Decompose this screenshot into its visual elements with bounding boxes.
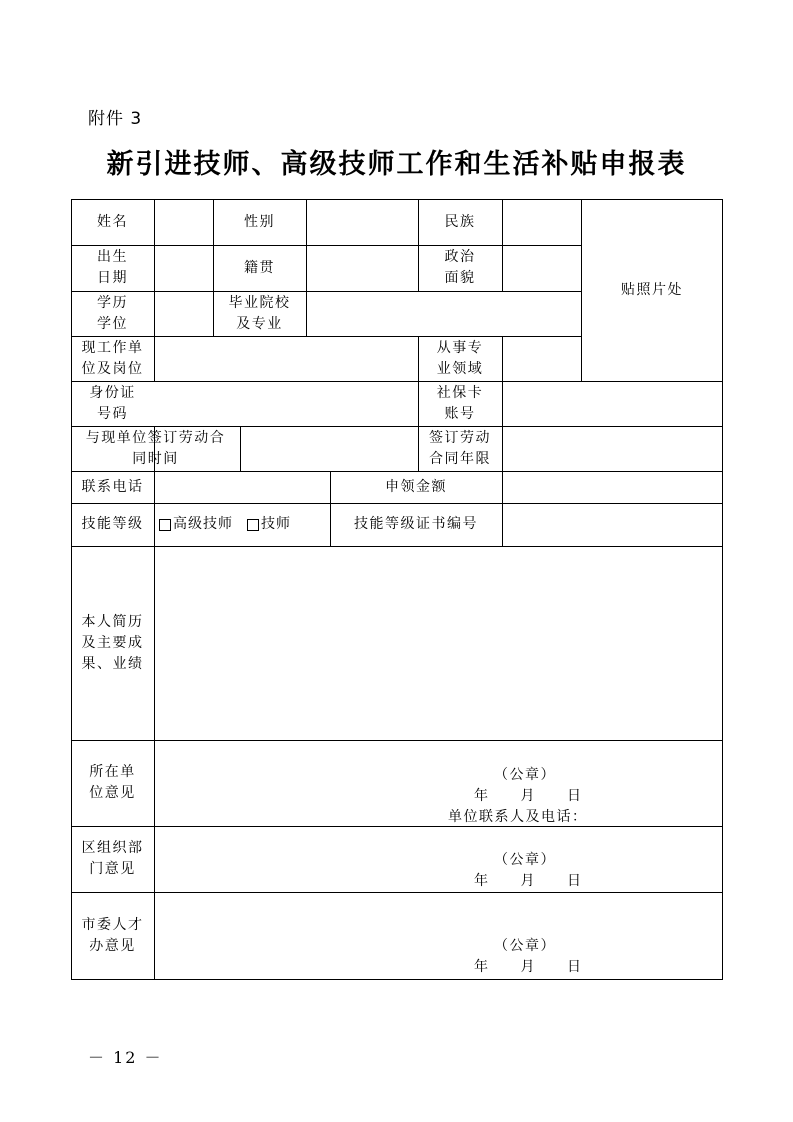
certificate-number-field[interactable] [502,503,723,546]
label-contract-term: 签订劳动 合同年限 [429,429,491,467]
unit-opinion-field[interactable] [154,740,723,826]
senior-technician-checkbox[interactable] [159,519,171,531]
label-ethnicity: 民族 [444,213,476,230]
photo-area[interactable]: 贴照片处 [621,281,683,298]
skill-level-options [154,503,330,546]
table-border-bottom [71,979,723,980]
ethnicity-field[interactable] [502,199,581,245]
district-opinion-field[interactable] [154,826,723,892]
unit-seal-text: （公章） [494,767,556,783]
form-title: 新引进技师、高级技师工作和生活补贴申报表 [106,149,687,180]
city-date-text: 年 月 日 [474,959,583,975]
label-political-status: 政治 面貌 [444,249,476,286]
name-field[interactable] [154,199,213,245]
label-social-security: 社保卡 账号 [436,384,484,422]
application-form-table [71,199,723,980]
district-date-text: 年 月 日 [474,873,583,889]
label-district-opinion: 区组织部 门意见 [81,840,144,877]
label-resume: 本人简历 及主要成 果、业绩 [81,613,144,672]
amount-field[interactable] [502,471,723,503]
professional-field-input[interactable] [502,336,581,381]
political-status-field[interactable] [502,245,581,291]
page-number: － 12 － [88,1048,163,1067]
birth-date-field[interactable] [154,245,213,291]
label-birth-date: 出生 日期 [97,249,128,286]
label-certificate-number: 技能等级证书编号 [354,516,478,532]
technician-checkbox[interactable] [247,519,259,531]
education-field[interactable] [154,291,213,336]
label-current-employer: 现工作单 位及岗位 [81,339,144,377]
unit-date-text: 年 月 日 [474,788,583,804]
contract-time-field[interactable] [240,426,418,471]
senior-technician-label: 高级技师 [173,516,233,532]
label-education: 学历 学位 [97,294,128,332]
label-gender: 性别 [244,213,275,230]
id-number-field[interactable] [154,381,418,426]
label-city-opinion: 市委人才 办意见 [81,916,144,954]
label-contract-time: 与现单位签订劳动合 同时间 [85,429,226,467]
current-employer-field[interactable] [154,336,418,381]
gender-field[interactable] [306,199,418,245]
contract-term-field[interactable] [502,426,723,471]
label-amount: 申领金额 [385,478,447,495]
native-place-field[interactable] [306,245,418,291]
attachment-label: 附件 3 [88,109,143,129]
phone-field[interactable] [154,471,330,503]
school-major-field[interactable] [306,291,581,336]
label-unit-opinion: 所在单 位意见 [89,764,136,801]
city-opinion-field[interactable] [154,892,723,979]
resume-field[interactable] [154,546,723,740]
label-skill-level: 技能等级 [81,516,144,532]
unit-contact-text: 单位联系人及电话： [448,809,588,825]
district-seal-text: （公章） [494,852,556,868]
technician-label: 技师 [261,516,291,532]
label-name: 姓名 [97,213,128,230]
label-professional-field: 从事专 业领域 [436,339,484,377]
label-school-major: 毕业院校 及专业 [228,294,291,332]
label-id-number: 身份证 号码 [89,384,136,422]
label-phone: 联系电话 [81,478,144,495]
label-native-place: 籍贯 [244,259,275,276]
social-security-field[interactable] [502,381,723,426]
city-seal-text: （公章） [494,938,556,954]
